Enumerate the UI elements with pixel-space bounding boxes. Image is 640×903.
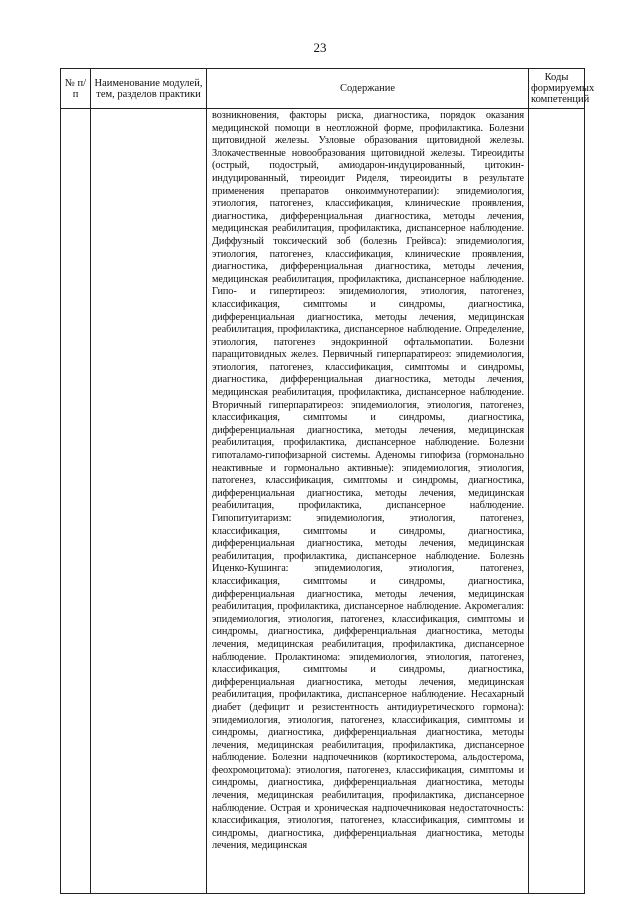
cell-num	[61, 109, 91, 894]
header-name: Наименование модулей, тем, разделов практики	[91, 69, 207, 109]
content-text: возникновения, факторы риска, диагностика, порядок оказания медицинской помощи в неотложной форме, профилактика. Болезни щитовидной железы. Узловые образования щитовидной железы. Злокачественные новообразования щитовидной железы. Тиреоидиты (острый, подострый, амиодарон-индуцированный, цитокин-индуцированный, тиреоидит Риделя, тиреоидиты в результате применения препаратов онкоиммунотерапии): эпидемиология, этиология, патогенез, классификация, клинические проявления, диагностика, дифференциальная диагностика, методы лечения, медицинская реабилитация, профилактика, диспансерное наблюдение. Диффузный токсический зоб (болезнь Грейвса): эпидемиология, этиология, патогенез, классификация, клинические проявления, диагностика, дифференциальная диагностика, методы лечения, медицинская реабилитация, профилактика, диспансерное наблюдение. Гипо- и гипертиреоз: эпидемиология, этиология, патогенез, классификация, симптомы и синдромы, диагностика, дифференциальная диагностика, методы лечения, медицинская реабилитация, профилактика, диспансерное наблюдение. Определение, этиология, патогенез эндокринной офтальмопатии. Болезни паращитовидных желез. Первичный гиперпаратиреоз: эпидемиология, этиология, патогенез, классификация, симптомы и синдромы, диагностика, дифференциальная диагностика, методы лечения, медицинская реабилитация, профилактика, диспансерное наблюдение. Вторичный гиперпаратиреоз: эпидемиология, этиология, патогенез, классификация, симптомы и синдромы, диагностика, дифференциальная диагностика, методы лечения, медицинская реабилитация, профилактика, диспансерное наблюдение. Болезни гипоталамо-гипофизарной системы. Аденомы гипофиза (гормонально неактивные и гормонально активные): эпидемиология, этиология, патогенез, классификация, симптомы и синдромы, диагностика, дифференциальная диагностика, методы лечения, медицинская реабилитация, профилактика, диспансерное наблюдение. Гипопитуитаризм: эпидемиология, этиология, патогенез, классификация, симптомы и синдромы, диагностика, дифференциальная диагностика, методы лечения, медицинская реабилитация, профилактика, диспансерное наблюдение. Болезнь Иценко-Кушинга: эпидемиология, этиология, патогенез, классификация, симптомы и синдромы, диагностика, дифференциальная диагностика, методы лечения, медицинская реабилитация, профилактика, диспансерное наблюдение. Акромегалия: эпидемиология, этиология, патогенез, классификация, симптомы и синдромы, диагностика, дифференциальная диагностика, методы лечения, медицинская реабилитация, профилактика, диспансерное наблюдение. Пролактинома: эпидемиология, этиология, патогенез, классификация, симптомы и синдромы, диагностика, дифференциальная диагностика, методы лечения, медицинская реабилитация, профилактика, диспансерное наблюдение. Несахарный диабет (дефицит и резистентность антидиуретического гормона): эпидемиология, этиология, патогенез, классификация, симптомы и синдромы, диагностика, дифференциальная диагностика, методы лечения, медицинская реабилитация, профилактика, диспансерное наблюдение. Болезни надпочечников (кортикостерома, альдостерома, феохромоцитома): этиология, патогенез, классификация, симптомы и синдромы, диагностика, дифференциальная диагностика, методы лечения, медицинская реабилитация, профилактика, диспансерное наблюдение. Острая и хроническая надпочечниковая недостаточность: классификация, этиология, патогенез, классификация, симптомы и синдромы, диагностика, дифференциальная диагностика, методы лечения, медицинская	[212, 110, 524, 852]
table-row	[61, 109, 585, 894]
cell-codes	[529, 109, 585, 894]
header-num: № п/п	[61, 69, 91, 109]
header-content: Содержание	[207, 69, 529, 109]
cell-name	[91, 109, 207, 894]
cell-content	[207, 109, 529, 894]
header-codes: Коды формируемых компетенций	[529, 69, 585, 109]
table-header-row	[61, 69, 585, 109]
content-table	[60, 68, 595, 894]
page-number: 23	[313, 40, 327, 55]
